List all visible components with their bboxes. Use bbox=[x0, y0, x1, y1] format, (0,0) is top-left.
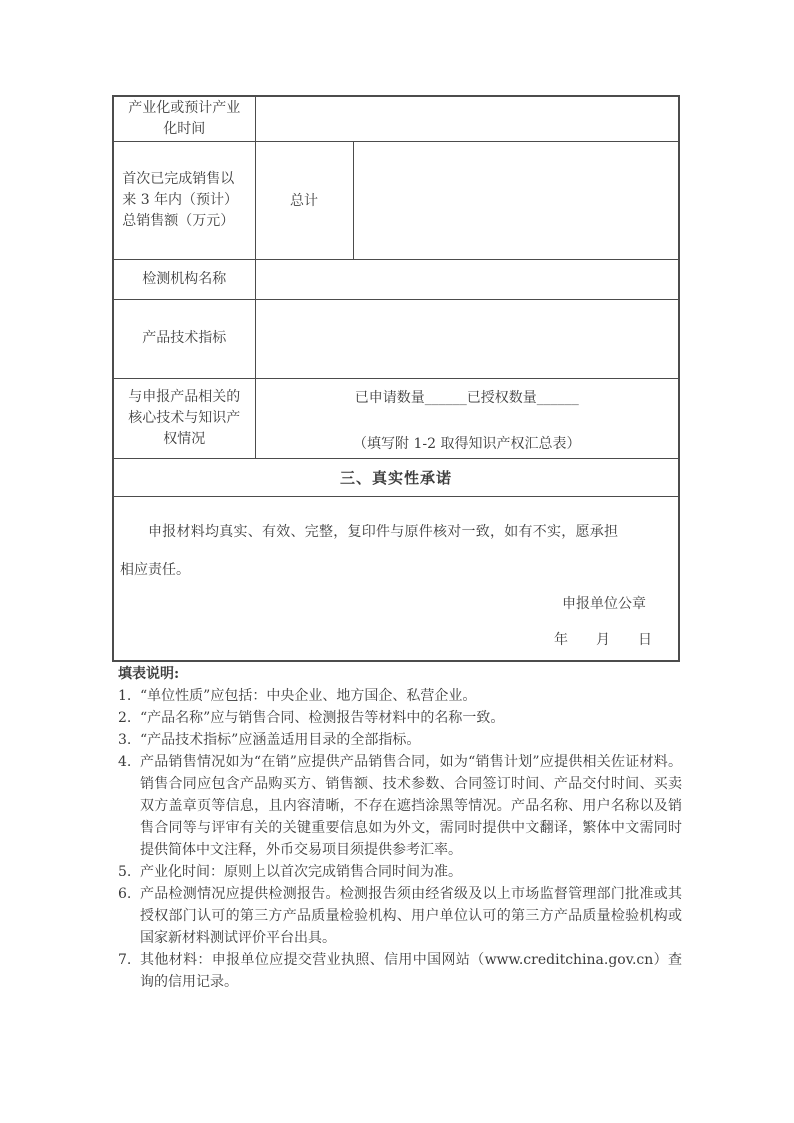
row-label-text: 产品技术指标 bbox=[142, 330, 227, 346]
ip-attachment-note: （填写附 1-2 取得知识产权汇总表） bbox=[353, 435, 581, 452]
note-number: 2. bbox=[118, 710, 132, 726]
note-item-3 bbox=[118, 729, 682, 751]
row-label-ip-status bbox=[113, 378, 255, 458]
note-item-7 bbox=[118, 949, 682, 993]
note-item-2 bbox=[118, 707, 682, 729]
date-line: 年 月 日 bbox=[554, 631, 652, 648]
row-label-industrialization-time bbox=[113, 96, 255, 141]
pledge-cell bbox=[113, 496, 679, 661]
note-text: 产品检测情况应提供检测报告。检测报告须由经省级及以上市场监督管理部门批准或其授权部门认可的第三方产品质量检验机构、用户单位认可的第三方产品质量检验机构或国家新材料测试评价平台出具。 bbox=[140, 886, 682, 946]
note-number: 1. bbox=[118, 688, 132, 704]
table-row bbox=[113, 458, 679, 496]
table-row bbox=[113, 96, 679, 141]
input-cell-product-tech-specs[interactable] bbox=[255, 299, 679, 378]
note-text: “产品名称”应与销售合同、检测报告等材料中的名称一致。 bbox=[140, 710, 505, 726]
table-row bbox=[113, 141, 679, 259]
row-label-total-sales-3yr bbox=[113, 141, 255, 259]
note-item-6 bbox=[118, 883, 682, 949]
cell-ip-status-content bbox=[255, 378, 679, 458]
form-notes bbox=[118, 663, 682, 993]
stamp-label: 申报单位公章 bbox=[562, 595, 646, 612]
pledge-text: 申报材料均真实、有效、完整，复印件与原件核对一致，如有不实，愿承担相应责任。 bbox=[120, 523, 618, 578]
row-label-text: 产业化或预计产业化时间 bbox=[128, 99, 241, 137]
row-label-text: 与申报产品相关的核心技术与知识产权情况 bbox=[128, 388, 241, 447]
note-number: 6. bbox=[118, 886, 132, 902]
note-text: 其他材料：申报单位应提交营业执照、信用中国网站（www.creditchina.gov.cn）查询的信用记录。 bbox=[140, 952, 682, 990]
note-text: “产品技术指标”应涵盖适用目录的全部指标。 bbox=[140, 732, 421, 748]
input-cell-testing-agency[interactable] bbox=[255, 259, 679, 299]
note-text: “单位性质”应包括：中央企业、地方国企、私营企业。 bbox=[140, 688, 477, 704]
notes-title: 填表说明: bbox=[118, 666, 180, 682]
note-number: 5. bbox=[118, 864, 132, 880]
note-item-1 bbox=[118, 685, 682, 707]
table-row bbox=[113, 299, 679, 378]
note-number: 4. bbox=[118, 754, 132, 770]
table-row bbox=[113, 378, 679, 458]
table-row bbox=[113, 496, 679, 661]
note-number: 7. bbox=[118, 952, 132, 968]
row-label-product-tech-specs bbox=[113, 299, 255, 378]
note-item-4 bbox=[118, 751, 682, 861]
table-row bbox=[113, 259, 679, 299]
input-cell-total-sales[interactable] bbox=[353, 141, 679, 259]
row-label-text: 首次已完成销售以来 3 年内（预计）总销售额（万元） bbox=[122, 170, 239, 229]
note-text: 产业化时间：原则上以首次完成销售合同时间为准。 bbox=[140, 864, 462, 880]
ip-counts-line: 已申请数量______已授权数量______ bbox=[354, 389, 579, 406]
total-label: 总计 bbox=[255, 141, 353, 259]
note-text: 产品销售情况如为“在销”应提供产品销售合同，如为“销售计划”应提供相关佐证材料。销售合同应包含产品购买方、销售额、技术参数、合同签订时间、产品交付时间、买卖双方盖章页等信息，且内容清晰，不存在遮挡涂黑等情况。产品名称、用户名称以及销售合同等与评审有关的关键重要信息如为外文，需同时提供中文翻译，繁体中文需同时提供简体中文注释，外币交易项目须提供参考汇率。 bbox=[140, 754, 682, 858]
application-form-table bbox=[112, 95, 680, 662]
section-header-authenticity: 三、真实性承诺 bbox=[113, 458, 679, 496]
input-cell-industrialization-time[interactable] bbox=[255, 96, 679, 141]
row-label-text: 检测机构名称 bbox=[142, 270, 227, 287]
row-label-testing-agency bbox=[113, 259, 255, 299]
note-number: 3. bbox=[118, 732, 132, 748]
note-item-5 bbox=[118, 861, 682, 883]
